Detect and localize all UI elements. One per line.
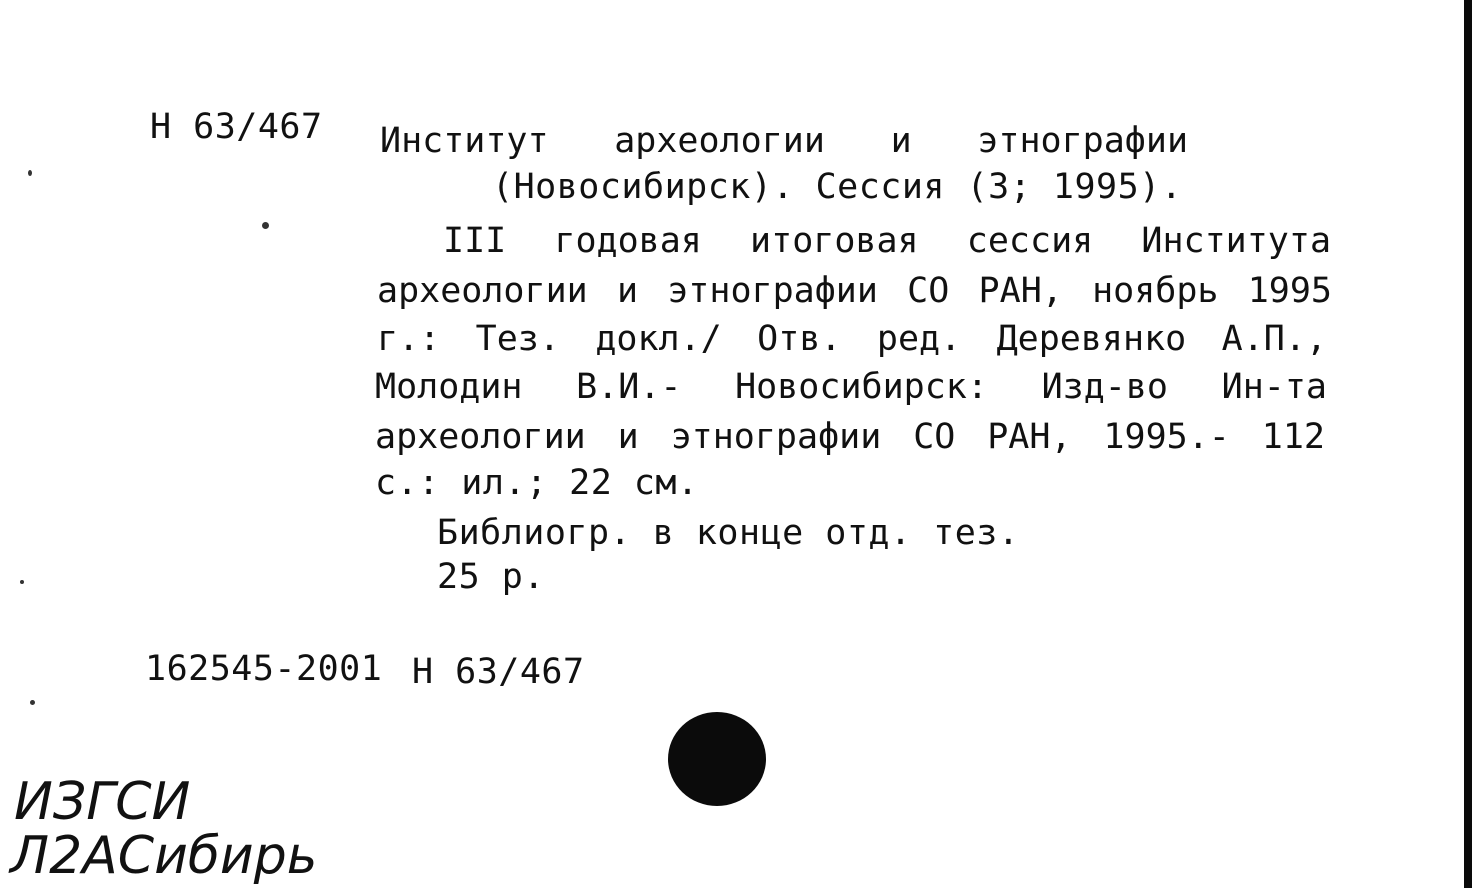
heading-word: Институт [380,121,549,161]
body-word: РАН, [978,271,1063,311]
body-word: III [443,221,507,261]
body-word: 1995.- [1103,417,1230,457]
body-word: Тез. [475,319,560,359]
call-number: Н 63/467 [150,107,323,147]
body-word: Отв. [757,319,842,359]
body-word: итоговая [750,221,919,261]
body-word: 112 [1261,417,1325,457]
punch-hole [668,712,766,806]
body-word: СО [913,417,956,457]
body-word: 1995 [1247,271,1333,311]
inventory-call-number: Н 63/467 [412,652,585,692]
scan-speck [262,222,269,229]
body-word: и [616,271,639,311]
body-word: Молодин [375,367,523,407]
body-line-5 [375,417,1325,457]
body-word: этнографии [667,271,878,311]
body-last-line: с.: ил.; 22 см. [375,463,699,503]
body-word: годовая [554,221,702,261]
body-word: докл./ [595,319,722,359]
scan-speck [20,580,24,584]
body-word: А.П., [1221,319,1327,359]
heading-word: и [890,121,912,161]
heading-word: этнографии [977,121,1189,161]
body-line-3 [377,319,1327,359]
scan-speck [28,170,32,176]
inventory-number: 162545-2001 [145,649,383,689]
card-edge [1464,0,1472,888]
handwritten-note-2: Л2АСибирь [10,826,318,886]
heading-line-2: (Новосибирск). Сессия (3; 1995). [492,167,1183,207]
handwritten-note-1: ИЗГСИ [14,772,191,832]
heading-word: археологии [614,121,825,161]
heading-line-1 [380,121,1189,161]
body-word: Деревянко [996,319,1187,359]
body-word: Института [1141,221,1332,261]
body-word: Ин-та [1221,367,1327,407]
body-word: Изд-во [1041,367,1169,407]
body-word: ноябрь [1092,271,1219,311]
body-word: г.: [377,319,441,359]
body-word: РАН, [987,417,1072,457]
body-line-2 [377,271,1333,311]
body-word: СО [907,271,950,311]
body-word: сессия [966,221,1094,261]
scan-speck [30,700,35,705]
body-line-4 [375,367,1327,407]
body-line-1 [443,221,1332,261]
body-word: археологии [375,417,586,457]
body-word: ред. [876,319,962,359]
body-word: археологии [377,271,588,311]
body-word: и [617,417,639,457]
bibliography-note: Библиогр. в конце отд. тез. [437,513,1020,553]
body-word: Новосибирск: [735,367,988,407]
price: 25 р. [437,557,545,597]
body-word: В.И.- [576,367,682,407]
body-word: этнографии [670,417,882,457]
